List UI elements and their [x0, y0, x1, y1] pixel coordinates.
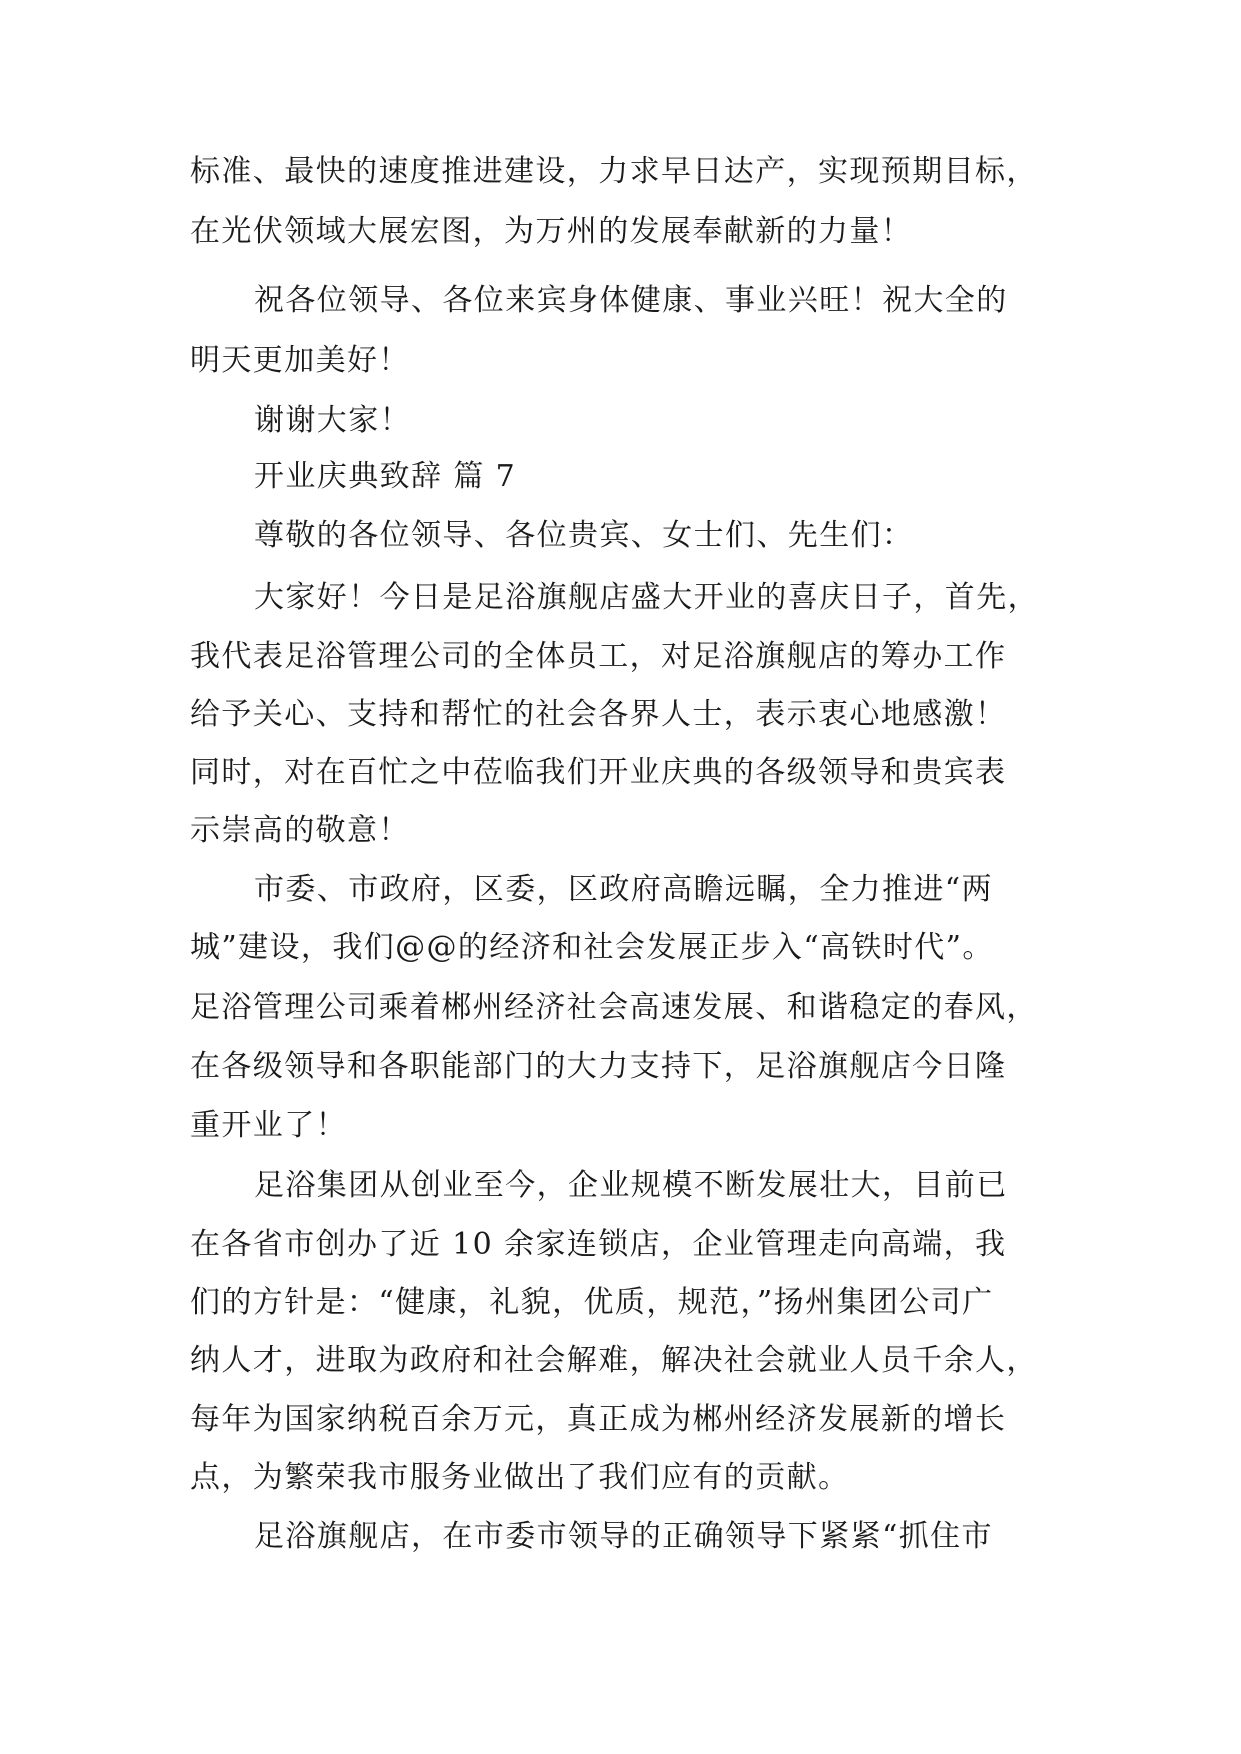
text-line: 尊敬的各位领导、各位贵宾、女士们、先生们：: [254, 518, 914, 553]
text-line: 大家好！今日是足浴旗舰店盛大开业的喜庆日子，首先，: [254, 580, 1039, 615]
text-line: 城”建设，我们@@的经济和社会发展正步入“高铁时代”。: [190, 930, 994, 965]
text-line: 们的方针是：“健康，礼貌，优质，规范，”扬州集团公司广: [190, 1285, 994, 1320]
text-line: 在光伏领域大展宏图，为万州的发展奉献新的力量！: [190, 214, 913, 249]
text-line: 谢谢大家！: [254, 403, 411, 438]
text-line: 每年为国家纳税百余万元，真正成为郴州经济发展新的增长: [190, 1402, 1007, 1437]
text-line: 在各省市创办了近 10 余家连锁店，企业管理走向高端，我: [190, 1227, 1007, 1262]
text-line: 明天更加美好！: [190, 343, 410, 378]
text-line: 我代表足浴管理公司的全体员工，对足浴旗舰店的筹办工作: [190, 639, 1007, 674]
text-line: 同时，对在百忙之中莅临我们开业庆典的各级领导和贵宾表: [190, 755, 1007, 790]
text-line: 市委、市政府，区委，区政府高瞻远瞩，全力推进“两: [254, 872, 993, 907]
text-line: 祝各位领导、各位来宾身体健康、事业兴旺！祝大全的: [254, 283, 1008, 318]
text-line: 在各级领导和各职能部门的大力支持下，足浴旗舰店今日隆: [190, 1049, 1007, 1084]
text-line: 给予关心、支持和帮忙的社会各界人士，表示衷心地感激！: [190, 697, 1007, 732]
text-line: 足浴旗舰店，在市委市领导的正确领导下紧紧“抓住市: [254, 1519, 993, 1554]
text-line: 纳人才，进取为政府和社会解难，解决社会就业人员千余人，: [190, 1343, 1038, 1378]
text-line: 足浴集团从创业至今，企业规模不断发展壮大，目前已: [254, 1168, 1008, 1203]
text-line: 示崇高的敬意！: [190, 813, 410, 848]
text-line: 重开业了！: [190, 1108, 347, 1143]
text-line: 点，为繁荣我市服务业做出了我们应有的贡献。: [190, 1460, 850, 1495]
text-line: 标准、最快的速度推进建设，力求早日达产，实现预期目标，: [190, 154, 1038, 189]
section-heading: 开业庆典致辞 篇 7: [254, 459, 517, 494]
text-line: 足浴管理公司乘着郴州经济社会高速发展、和谐稳定的春风，: [190, 990, 1038, 1025]
